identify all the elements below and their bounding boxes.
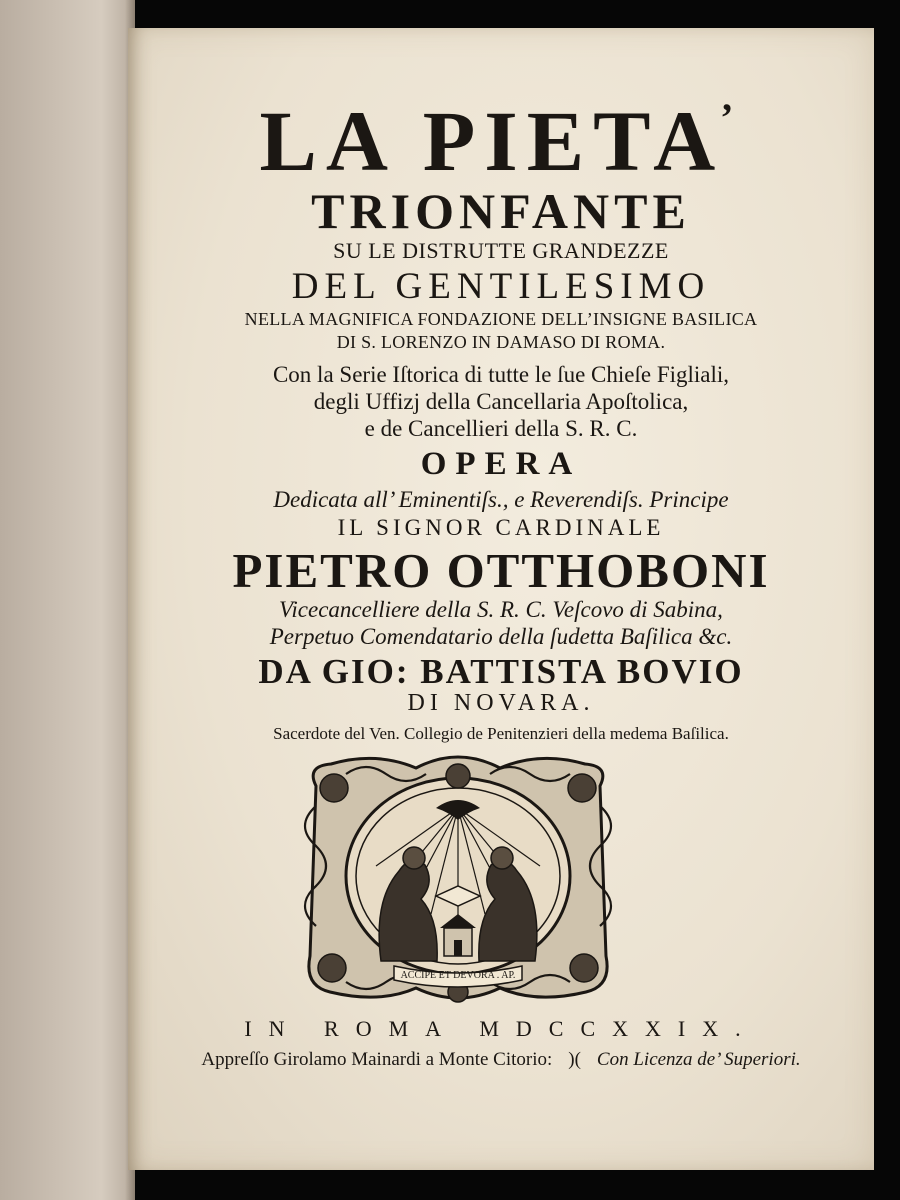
subtitle-line-3: SU LE DISTRUTTE GRANDEZZE: [333, 238, 669, 263]
dedicatee-name: PIETRO OTTHOBONI: [232, 543, 770, 598]
dedicatee-office-2: Perpetuo Comendatario della ſudetta Baſilica &c.: [269, 624, 733, 649]
description-line-7: Con la Serie Iſtorica di tutte le ſue Chieſe Figliali,: [272, 362, 730, 387]
dedication-line: Dedicata all’ Eminentiſs., e Reverendiſs. Principe: [273, 487, 729, 512]
author-origin: DI NOVARA.: [407, 690, 595, 716]
title-line-2: TRIONFANTE: [311, 183, 691, 239]
device-motto: ACCIPE ET DEVORA . AP.: [400, 970, 516, 981]
subtitle-line-4: DEL GENTILESIMO: [291, 266, 711, 307]
author-name: DA GIO: BATTISTA BOVIO: [258, 652, 744, 691]
printers-device-woodcut: [286, 746, 630, 1008]
title-line-1: LA PIETA’: [259, 93, 743, 189]
imprint-printer-line: [128, 1050, 874, 1069]
subtitle-line-6: DI S. LORENZO IN DAMASO DI ROMA.: [336, 332, 666, 352]
dedicatee-title: IL SIGNOR CARDINALE: [337, 515, 665, 540]
imprint-place-date: IN ROMA MDCCXXIX.: [244, 1016, 758, 1041]
subtitle-line-5: NELLA MAGNIFICA FONDAZIONE DELL’INSIGNE BASILICA: [244, 309, 758, 329]
opera-heading: OPERA: [420, 446, 582, 482]
title-page: [128, 28, 874, 1170]
author-description: Sacerdote del Ven. Collegio de Penitenzieri della medema Baſilica.: [273, 724, 729, 743]
imprint-separator: )(: [568, 1049, 581, 1070]
description-line-8: degli Uffizj della Cancellaria Apoſtolica,: [313, 389, 689, 414]
description-line-9: e de Cancellieri della S. R. C.: [364, 416, 638, 441]
preceding-leaf: [0, 0, 135, 1200]
imprint-license: Con Licenza de’ Superiori.: [596, 1049, 801, 1070]
imprint-printer: Appreſſo Girolamo Mainardi a Monte Citorio:: [201, 1049, 553, 1070]
dedicatee-office-1: Vicecancelliere della S. R. C. Veſcovo di Sabina,: [279, 597, 723, 622]
